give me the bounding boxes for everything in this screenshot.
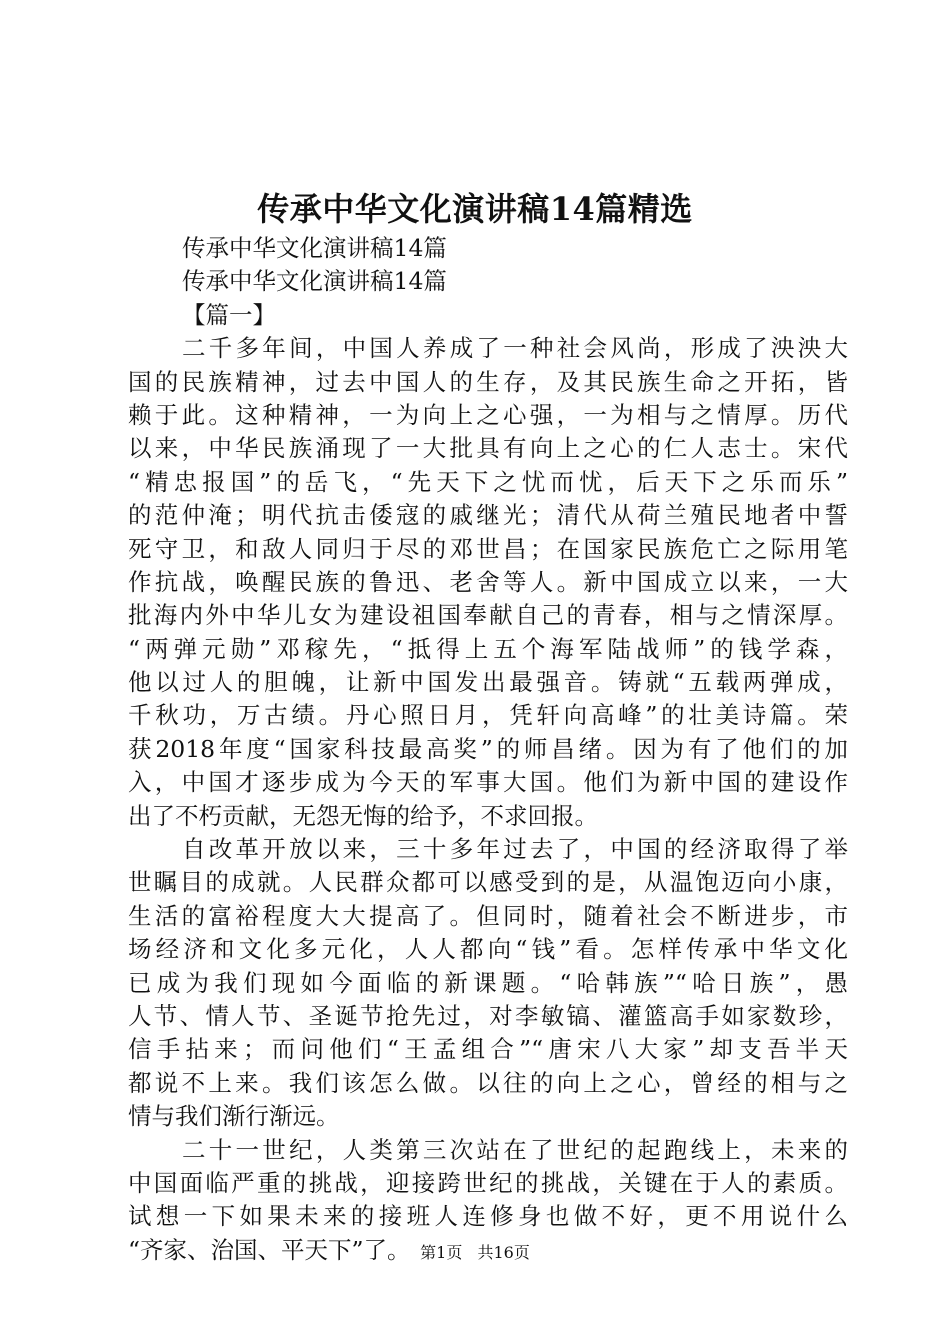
text-line: “精忠报国”的岳飞，“先天下之忧而忧，后天下之乐而乐” bbox=[128, 467, 848, 496]
text-line: 【篇一】 bbox=[182, 300, 276, 329]
text-line: 中国面临严重的挑战，迎接跨世纪的挑战，关键在于人的素质。 bbox=[128, 1168, 848, 1197]
text-line: 入，中国才逐步成为今天的军事大国。他们为新中国的建设作 bbox=[128, 768, 848, 797]
text-line: 已成为我们现如今面临的新课题。“哈韩族”“哈日族”，愚 bbox=[128, 968, 848, 997]
text-line: 试想一下如果未来的接班人连修身也做不好，更不用说什么 bbox=[128, 1202, 848, 1231]
text-line: 死守卫，和敌人同归于尽的邓世昌；在国家民族危亡之际用笔 bbox=[128, 534, 848, 563]
page-number: 第1页 bbox=[420, 1243, 463, 1262]
text-line: 传承中华文化演讲稿14篇 bbox=[182, 267, 447, 296]
text-line: 他以过人的胆魄，让新中国发出最强音。铸就“五载两弹成， bbox=[128, 668, 848, 697]
text-line: 人节、情人节、圣诞节抢先过，对李敏镐、灌篮高手如家数珍， bbox=[128, 1001, 848, 1030]
text-line: 都说不上来。我们该怎么做。以往的向上之心，曾经的相与之 bbox=[128, 1068, 848, 1097]
page-total: 共16页 bbox=[477, 1243, 530, 1262]
text-line: 信手拈来；而问他们“王孟组合”“唐宋八大家”却支吾半天 bbox=[128, 1035, 848, 1064]
text-line: 自改革开放以来，三十多年过去了，中国的经济取得了举 bbox=[182, 835, 848, 864]
text-line: 世瞩目的成就。人民群众都可以感受到的是，从温饱迈向小康， bbox=[128, 868, 848, 897]
text-line: 出了不朽贡献，无怨无悔的给予，不求回报。 bbox=[128, 801, 598, 830]
document-title: 传承中华文化演讲稿14篇精选 bbox=[257, 190, 693, 228]
text-line: 生活的富裕程度大大提高了。但同时，随着社会不断进步，市 bbox=[128, 901, 848, 930]
text-line: 国的民族精神，过去中国人的生存，及其民族生命之开拓，皆 bbox=[128, 367, 848, 396]
text-line: 批海内外中华儿女为建设祖国奉献自己的青春，相与之情深厚。 bbox=[128, 601, 848, 630]
page-footer bbox=[0, 1242, 950, 1264]
text-line: 情与我们渐行渐远。 bbox=[128, 1102, 340, 1131]
text-line: 千秋功，万古绩。丹心照日月，凭轩向高峰”的壮美诗篇。荣 bbox=[128, 701, 848, 730]
text-line: “两弹元勋”邓稼先，“抵得上五个海军陆战师”的钱学森， bbox=[128, 634, 848, 663]
text-line: 传承中华文化演讲稿14篇 bbox=[182, 234, 447, 262]
text-line: 场经济和文化多元化，人人都向“钱”看。怎样传承中华文化 bbox=[128, 935, 848, 964]
text-line: 赖于此。这种精神，一为向上之心强，一为相与之情厚。历代 bbox=[128, 400, 848, 429]
text-line: 的范仲淹；明代抗击倭寇的戚继光；清代从荷兰殖民地者中誓 bbox=[128, 501, 848, 530]
document-body bbox=[128, 232, 848, 1267]
text-line: 作抗战，唤醒民族的鲁迅、老舍等人。新中国成立以来，一大 bbox=[128, 567, 848, 596]
text-line: 以来，中华民族涌现了一大批具有向上之心的仁人志士。宋代 bbox=[128, 434, 848, 463]
text-line: “齐家、治国、平天下”了。 bbox=[128, 1235, 411, 1264]
text-line: 获2018年度“国家科技最高奖”的师昌绪。因为有了他们的加 bbox=[128, 734, 848, 763]
text-line: 二千多年间，中国人养成了一种社会风尚，形成了泱泱大 bbox=[182, 334, 848, 363]
text-line: 二十一世纪，人类第三次站在了世纪的起跑线上，未来的 bbox=[182, 1135, 848, 1164]
